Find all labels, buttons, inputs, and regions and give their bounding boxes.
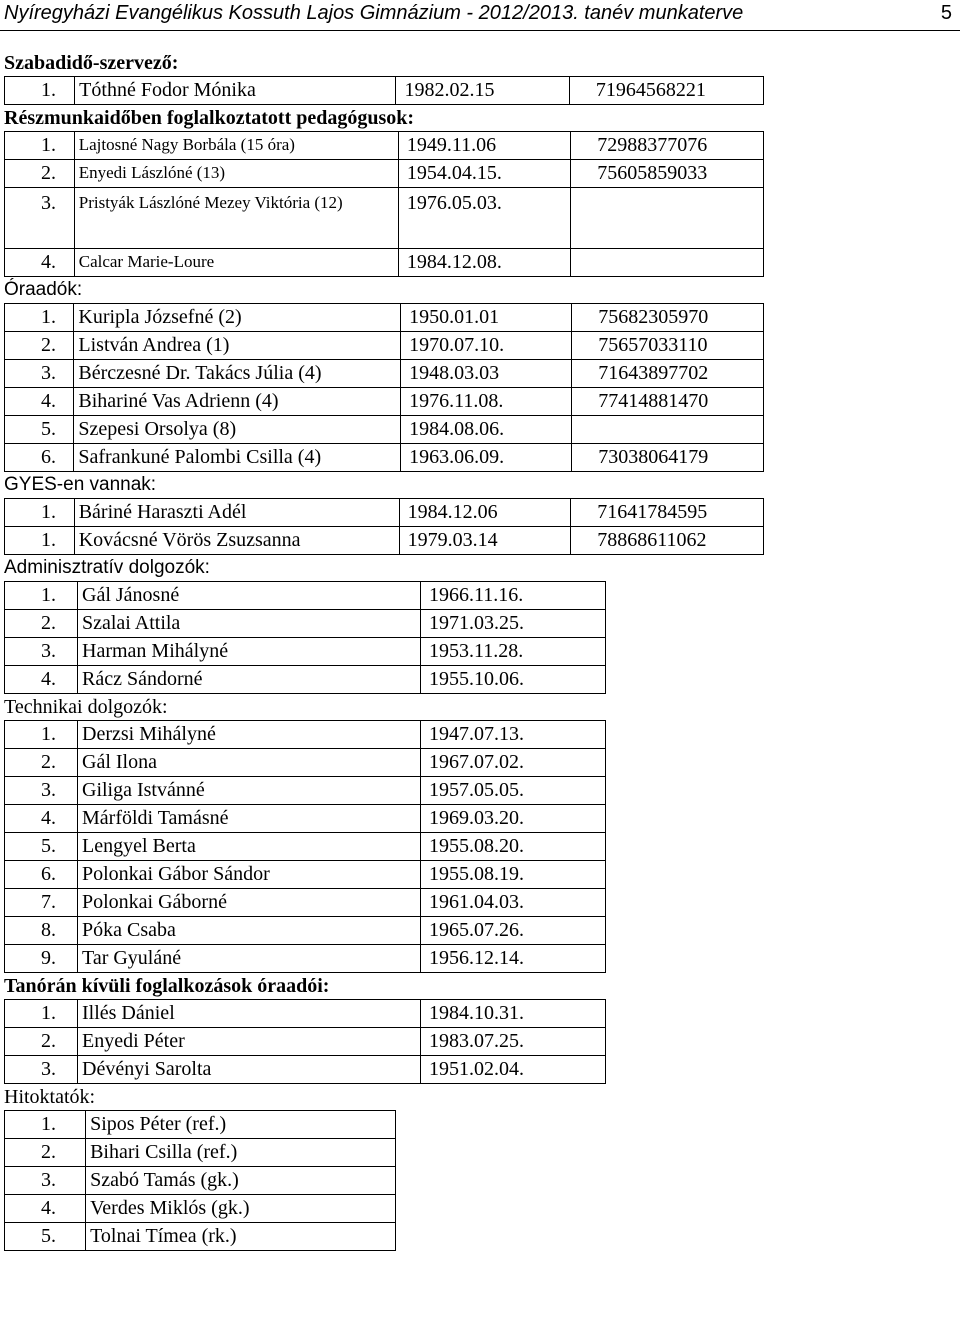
birth-date: 1982.02.15	[396, 77, 569, 105]
row-number: 3.	[5, 1167, 86, 1195]
person-name: Safrankuné Palombi Csilla (4)	[74, 444, 401, 472]
table-row	[5, 249, 764, 277]
row-number: 1.	[5, 1111, 86, 1139]
id-number: 71643897702	[572, 360, 764, 388]
birth-date: 1955.08.20.	[421, 833, 606, 861]
row-number: 1.	[5, 721, 78, 749]
row-number: 3.	[5, 638, 78, 666]
page-header	[0, 0, 960, 31]
row-number: 2.	[5, 160, 75, 188]
birth-date: 1950.01.01	[401, 304, 572, 332]
birth-date: 1957.05.05.	[421, 777, 606, 805]
person-name: Rácz Sándorné	[78, 666, 421, 694]
birth-date: 1984.10.31.	[421, 1000, 606, 1028]
table-row	[5, 917, 606, 945]
person-name: Póka Csaba	[78, 917, 421, 945]
table-row	[5, 777, 606, 805]
id-number: 73038064179	[572, 444, 764, 472]
birth-date: 1956.12.14.	[421, 945, 606, 973]
table-row	[5, 945, 606, 973]
id-number	[571, 249, 764, 277]
person-name: Kuripla Józsefné (2)	[74, 304, 401, 332]
birth-date: 1949.11.06	[398, 132, 570, 160]
person-name: Bihariné Vas Adrienn (4)	[74, 388, 401, 416]
id-number	[572, 416, 764, 444]
person-name: Tóthné Fodor Mónika	[75, 77, 396, 105]
birth-date: 1976.05.03.	[398, 188, 570, 249]
table-row	[5, 1167, 396, 1195]
person-name: Illés Dániel	[78, 1000, 421, 1028]
row-number: 7.	[5, 889, 78, 917]
birth-date: 1969.03.20.	[421, 805, 606, 833]
table-row	[5, 188, 764, 249]
person-name: Szabó Tamás (gk.)	[86, 1167, 396, 1195]
row-number: 4.	[5, 388, 74, 416]
row-number: 3.	[5, 1056, 78, 1084]
id-number: 72988377076	[571, 132, 764, 160]
section-title-technikai: Technikai dolgozók:	[4, 696, 168, 718]
row-number: 1.	[5, 132, 75, 160]
table-row	[5, 666, 606, 694]
person-name: Gál Ilona	[78, 749, 421, 777]
section-title-hitoktatok: Hitoktatók:	[4, 1086, 96, 1108]
row-number: 8.	[5, 917, 78, 945]
person-name: Tar Gyuláné	[78, 945, 421, 973]
row-number: 6.	[5, 444, 74, 472]
table-row	[5, 1000, 606, 1028]
document-title: Nyíregyházi Evangélikus Kossuth Lajos Gimnázium - 2012/2013. tanév munkaterve	[4, 2, 744, 24]
table-row	[5, 332, 764, 360]
person-name: Báriné Haraszti Adél	[74, 499, 399, 527]
table-row	[5, 861, 606, 889]
person-name: Bérczesné Dr. Takács Júlia (4)	[74, 360, 401, 388]
person-name: Harman Mihályné	[78, 638, 421, 666]
table-row	[5, 1111, 396, 1139]
table-oraadok	[4, 303, 764, 472]
table-row	[5, 1223, 396, 1251]
birth-date: 1966.11.16.	[421, 582, 606, 610]
table-row	[5, 304, 764, 332]
person-name: Bihari Csilla (ref.)	[86, 1139, 396, 1167]
section-title-tanoran: Tanórán kívüli foglalkozások óraadói:	[4, 975, 330, 997]
id-number: 71641784595	[571, 499, 764, 527]
row-number: 2.	[5, 1139, 86, 1167]
birth-date: 1947.07.13.	[421, 721, 606, 749]
table-szabadido	[4, 76, 764, 105]
table-reszmunka	[4, 131, 764, 277]
person-name: Derzsi Mihályné	[78, 721, 421, 749]
section-title-oraadok: Óraadók:	[4, 279, 83, 300]
id-number: 71964568221	[569, 77, 763, 105]
table-tanoran	[4, 999, 606, 1084]
table-row	[5, 444, 764, 472]
birth-date: 1961.04.03.	[421, 889, 606, 917]
person-name: Lajtosné Nagy Borbála (15 óra)	[74, 132, 398, 160]
birth-date: 1979.03.14	[399, 527, 571, 555]
table-row	[5, 388, 764, 416]
row-number: 3.	[5, 777, 78, 805]
table-hitoktatok	[4, 1110, 396, 1251]
table-row	[5, 77, 764, 105]
birth-date: 1967.07.02.	[421, 749, 606, 777]
table-row	[5, 833, 606, 861]
birth-date: 1954.04.15.	[398, 160, 570, 188]
row-number: 3.	[5, 188, 75, 249]
table-row	[5, 749, 606, 777]
table-row	[5, 582, 606, 610]
row-number: 1.	[5, 499, 75, 527]
row-number: 5.	[5, 833, 78, 861]
table-row	[5, 889, 606, 917]
birth-date: 1971.03.25.	[421, 610, 606, 638]
birth-date: 1984.08.06.	[401, 416, 572, 444]
table-row	[5, 638, 606, 666]
document-body	[4, 50, 764, 1251]
row-number: 4.	[5, 1195, 86, 1223]
row-number: 4.	[5, 249, 75, 277]
birth-date: 1976.11.08.	[401, 388, 572, 416]
table-row	[5, 721, 606, 749]
person-name: Polonkai Gáborné	[78, 889, 421, 917]
row-number: 5.	[5, 416, 74, 444]
birth-date: 1953.11.28.	[421, 638, 606, 666]
id-number: 77414881470	[572, 388, 764, 416]
person-name: Dévényi Sarolta	[78, 1056, 421, 1084]
row-number: 2.	[5, 610, 78, 638]
birth-date: 1948.03.03	[401, 360, 572, 388]
table-row	[5, 610, 606, 638]
table-gyes	[4, 498, 764, 555]
table-row	[5, 1195, 396, 1223]
birth-date: 1965.07.26.	[421, 917, 606, 945]
table-row	[5, 160, 764, 188]
birth-date: 1963.06.09.	[401, 444, 572, 472]
page-number: 5	[940, 2, 952, 24]
section-title-gyes: GYES-en vannak:	[4, 474, 157, 495]
birth-date: 1955.10.06.	[421, 666, 606, 694]
person-name: Szepesi Orsolya (8)	[74, 416, 401, 444]
person-name: Calcar Marie-Loure	[74, 249, 398, 277]
table-row	[5, 1139, 396, 1167]
person-name: Polonkai Gábor Sándor	[78, 861, 421, 889]
table-row	[5, 499, 764, 527]
person-name: Pristyák Lászlóné Mezey Viktória (12)	[74, 188, 398, 249]
id-number: 75682305970	[572, 304, 764, 332]
person-name: Enyedi Lászlóné (13)	[74, 160, 398, 188]
person-name: Lengyel Berta	[78, 833, 421, 861]
row-number: 2.	[5, 749, 78, 777]
person-name: Giliga Istvánné	[78, 777, 421, 805]
row-number: 1.	[5, 582, 78, 610]
table-row	[5, 416, 764, 444]
table-row	[5, 527, 764, 555]
row-number: 4.	[5, 666, 78, 694]
person-name: Enyedi Péter	[78, 1028, 421, 1056]
birth-date: 1955.08.19.	[421, 861, 606, 889]
row-number: 1.	[5, 527, 75, 555]
person-name: Verdes Miklós (gk.)	[86, 1195, 396, 1223]
table-technikai	[4, 720, 606, 973]
person-name: Tolnai Tímea (rk.)	[86, 1223, 396, 1251]
person-name: Gál Jánosné	[78, 582, 421, 610]
birth-date: 1984.12.06	[399, 499, 571, 527]
birth-date: 1983.07.25.	[421, 1028, 606, 1056]
person-name: Sipos Péter (ref.)	[86, 1111, 396, 1139]
row-number: 3.	[5, 360, 74, 388]
person-name: Kovácsné Vörös Zsuzsanna	[74, 527, 399, 555]
table-row	[5, 805, 606, 833]
birth-date: 1951.02.04.	[421, 1056, 606, 1084]
birth-date: 1984.12.08.	[398, 249, 570, 277]
row-number: 1.	[5, 304, 74, 332]
table-row	[5, 360, 764, 388]
table-row	[5, 1056, 606, 1084]
person-name: Listván Andrea (1)	[74, 332, 401, 360]
section-title-szabadido: Szabadidő-szervező:	[4, 52, 179, 74]
person-name: Márföldi Tamásné	[78, 805, 421, 833]
id-number: 75605859033	[571, 160, 764, 188]
person-name: Szalai Attila	[78, 610, 421, 638]
table-row	[5, 1028, 606, 1056]
row-number: 5.	[5, 1223, 86, 1251]
row-number: 1.	[5, 77, 75, 105]
row-number: 2.	[5, 1028, 78, 1056]
id-number: 75657033110	[572, 332, 764, 360]
row-number: 1.	[5, 1000, 78, 1028]
id-number	[571, 188, 764, 249]
birth-date: 1970.07.10.	[401, 332, 572, 360]
id-number: 78868611062	[571, 527, 764, 555]
row-number: 9.	[5, 945, 78, 973]
row-number: 4.	[5, 805, 78, 833]
section-title-reszmunka: Részmunkaidőben foglalkoztatott pedagógusok:	[4, 107, 415, 129]
row-number: 2.	[5, 332, 74, 360]
section-title-admin: Adminisztratív dolgozók:	[4, 557, 210, 578]
table-admin	[4, 581, 606, 694]
table-row	[5, 132, 764, 160]
row-number: 6.	[5, 861, 78, 889]
